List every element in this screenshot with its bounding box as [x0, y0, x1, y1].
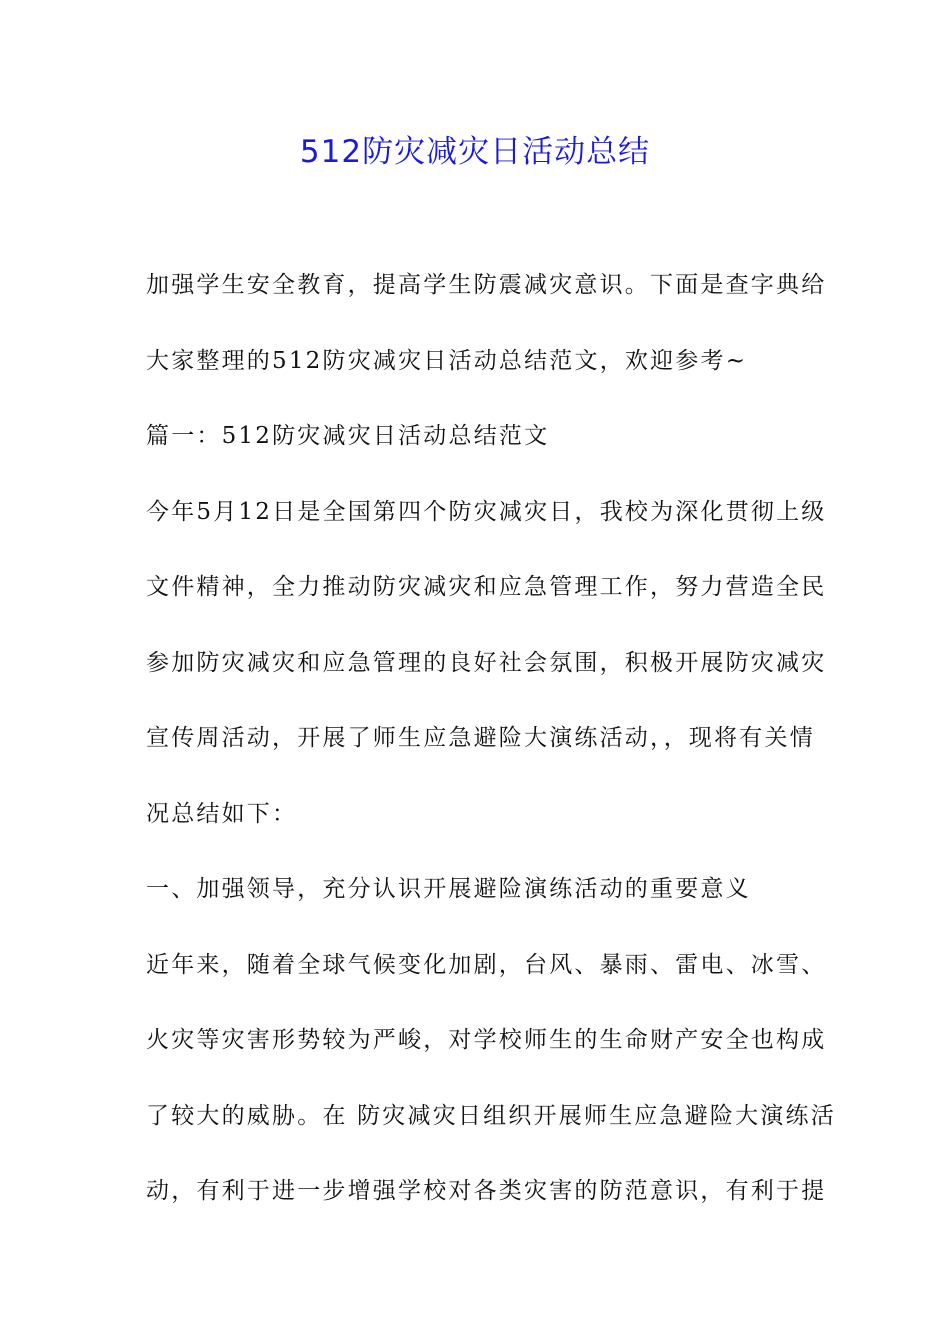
- body-line: 动，有利于进一步增强学校对各类灾害的防范意识，有利于提: [146, 1178, 827, 1204]
- body-line: 况总结如下：: [146, 800, 298, 827]
- document-title: 512防灾减灾日活动总结: [299, 134, 651, 170]
- body-line: 文件精神，全力推动防灾减灾和应急管理工作，努力营造全民: [146, 574, 827, 600]
- document-body: [146, 262, 836, 1244]
- body-line: 参加防灾减灾和应急管理的良好社会氛围，积极开展防灾减灾: [146, 649, 827, 676]
- section-heading: 篇一：512防灾减灾日活动总结范文: [146, 423, 550, 449]
- body-line: 近年来，随着全球气候变化加剧，台风、暴雨、雷电、冰雪、: [146, 951, 827, 978]
- body-line: 大家整理的512防灾减灾日活动总结范文，欢迎参考~: [146, 347, 748, 374]
- body-line: 宣传周活动，开展了师生应急避险大演练活动，，现将有关情: [146, 725, 815, 751]
- body-line: 今年5月12日是全国第四个防灾减灾日，我校为深化贯彻上级: [146, 498, 827, 525]
- body-line: 了较大的威胁。在 防灾减灾日组织开展师生应急避险大演练活: [146, 1102, 836, 1129]
- body-line: 加强学生安全教育，提高学生防震减灾意识。下面是查字典给: [146, 272, 827, 298]
- subsection-heading: 一、加强领导，充分认识开展避险演练活动的重要意义: [146, 876, 751, 902]
- body-line: 火灾等灾害形势较为严峻，对学校师生的生命财产安全也构成: [146, 1027, 827, 1053]
